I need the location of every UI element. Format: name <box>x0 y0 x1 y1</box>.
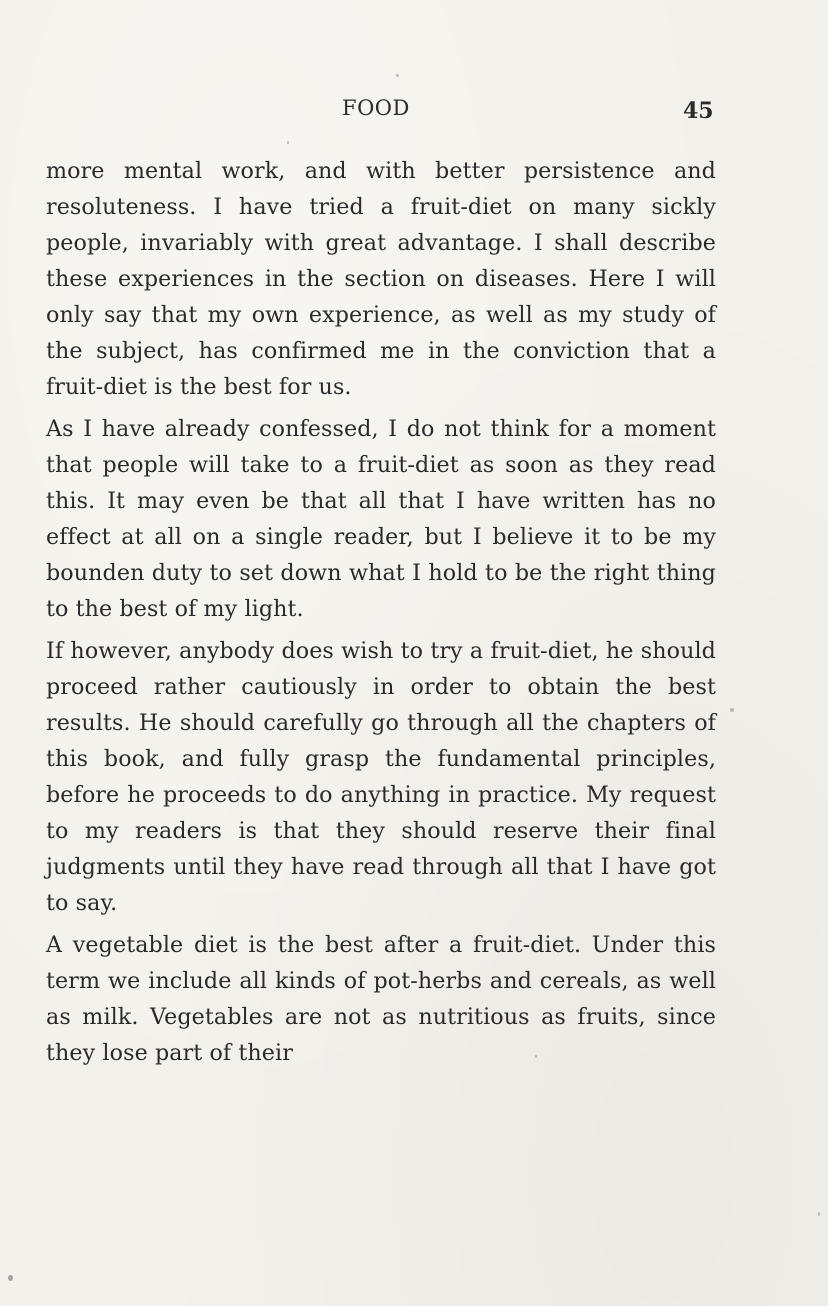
print-speck <box>287 141 289 144</box>
paragraph-caution: If however, anybody does wish to try a fruit-diet, he should proceed rather cautiously in order to obtain the best results. He should carefully go through all the chapters of this book, and fully grasp the fundamental principles, before he proceeds to do anything in practice. My request to my readers is that they should reserve their final judgments until they have read through all that I have got to say. <box>46 638 716 916</box>
print-speck <box>730 708 734 712</box>
paragraph-vegetable-diet: A vegetable diet is the best after a fruit-diet. Under this term we include all kinds of pot-herbs and cereals, as well as milk. Vegetables are not as nutritious as fruits, since they lose part of their <box>46 932 716 1066</box>
body-text <box>46 153 716 1071</box>
print-speck <box>8 1275 13 1281</box>
running-title: FOOD <box>342 96 410 120</box>
paragraph-continuation: more mental work, and with better persistence and resoluteness. I have tried a fruit-diet on many sickly people, invariably with great advantage. I shall describe these experiences in the section on diseases. Here I will only say that my own experience, as well as my study of the subject, has confirmed me in the conviction that a fruit-diet is the best for us. <box>46 158 716 400</box>
paragraph-confession: As I have already confessed, I do not think for a moment that people will take to a fruit-diet as soon as they read this. It may even be that all that I have written has no effect at all on a single reader, but I believe it to be my bounden duty to set down what I hold to be the right thing to the best of my light. <box>46 416 716 622</box>
print-speck <box>535 1055 537 1058</box>
page-number: 45 <box>683 98 714 124</box>
running-head <box>0 96 828 126</box>
print-speck <box>818 1212 820 1216</box>
print-speck <box>396 74 399 77</box>
